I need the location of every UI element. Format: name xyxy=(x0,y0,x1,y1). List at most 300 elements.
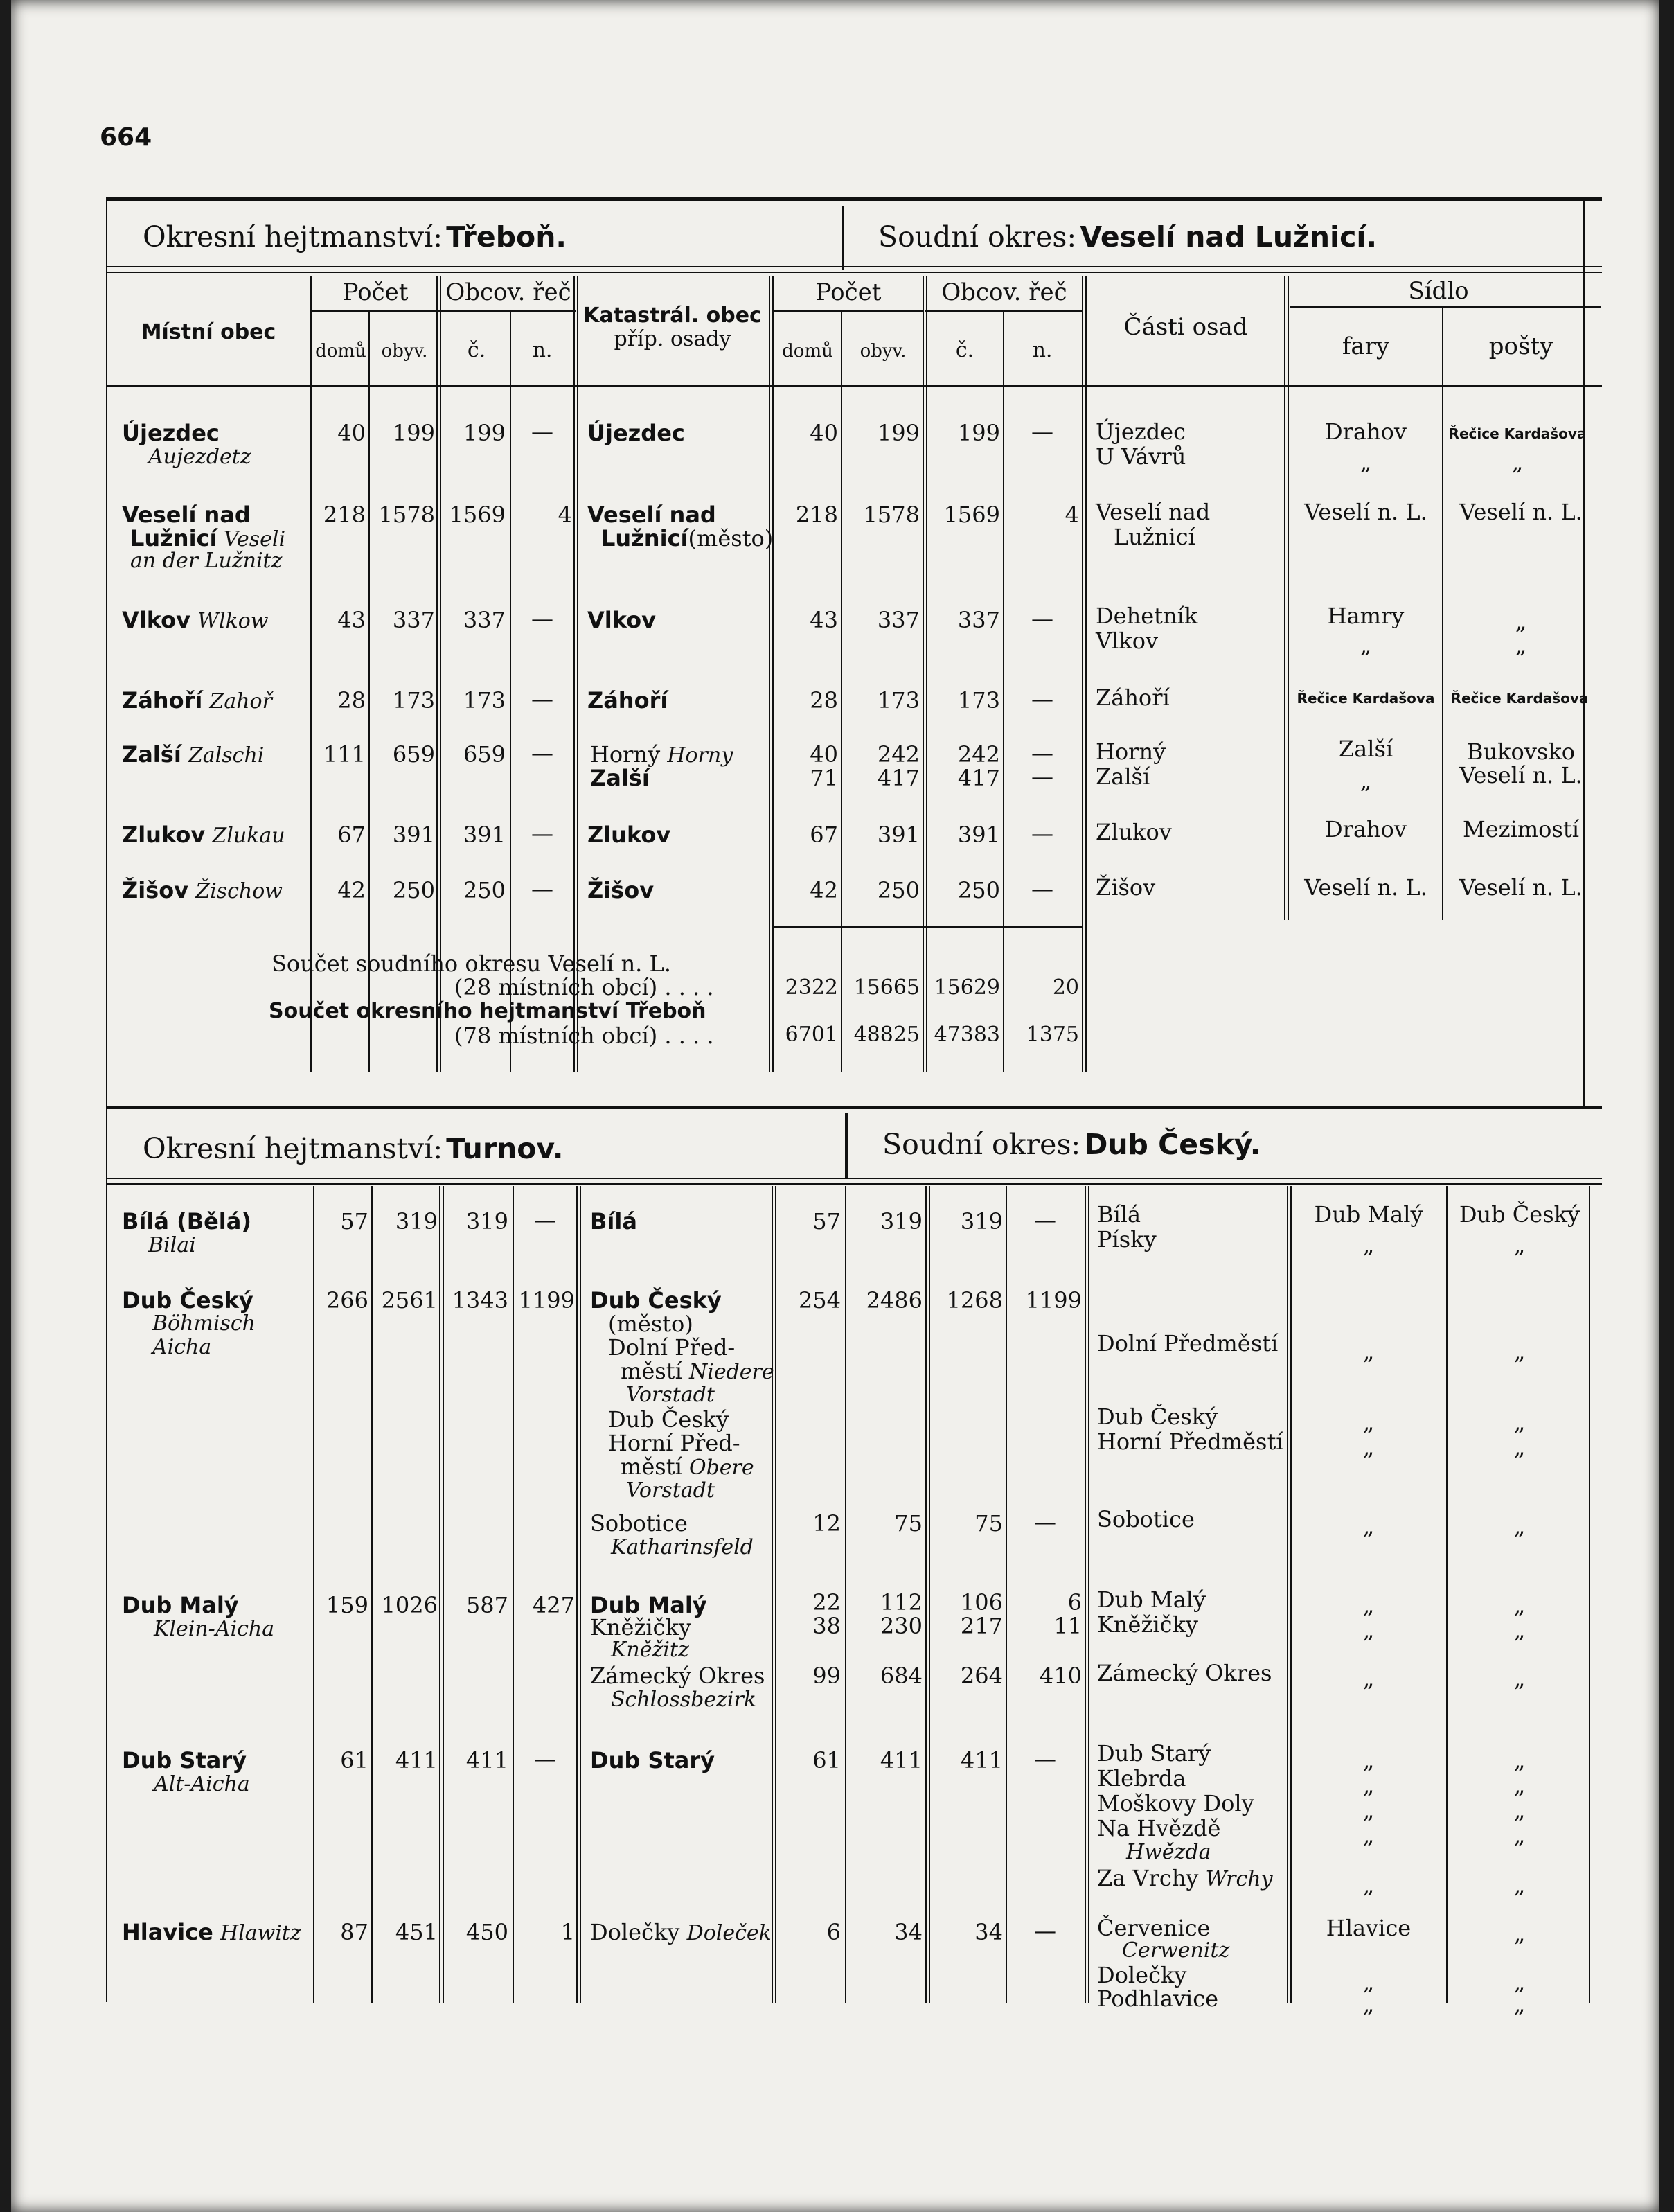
row6-domu: 67 xyxy=(337,822,366,848)
s2-row1-cast: Písky xyxy=(1097,1226,1157,1253)
row7-fara: Veselí n. L. xyxy=(1304,874,1427,901)
s2-row1-posta: Dub Český xyxy=(1459,1201,1580,1228)
s2-row5-obyv: 451 xyxy=(395,1919,438,1945)
row1-posta: „ xyxy=(1511,449,1524,475)
row1-n: — xyxy=(531,418,553,445)
s2-row3-kat3-domu: 99 xyxy=(812,1663,841,1689)
section2-hejt-label: Okresní hejtmanství: xyxy=(143,1132,443,1165)
s2-row4-cast: Klebrda xyxy=(1097,1765,1186,1791)
s2-sub2-l1: Dub Český xyxy=(608,1406,729,1433)
s2-row2-kat-obyv: 2486 xyxy=(866,1287,923,1313)
s2-row5-kat-de: Doleček xyxy=(686,1921,772,1945)
row6-obec xyxy=(122,822,285,848)
row5-kat-c: 417 xyxy=(957,765,1000,791)
s2-row4-posta: „ xyxy=(1513,1797,1526,1823)
s2-row1-obyv: 319 xyxy=(395,1208,438,1235)
s2-row2-c: 1343 xyxy=(452,1287,508,1313)
s2-row1-obec-de: Bilai xyxy=(148,1233,196,1257)
s2-row3-kat2: Kněžičky xyxy=(590,1614,691,1640)
row3-kat-domu: 43 xyxy=(810,607,838,633)
s2-row3-obec-de: Klein-Aicha xyxy=(154,1617,275,1641)
s2-row1-domu: 57 xyxy=(340,1208,368,1235)
vrule xyxy=(576,1186,581,2003)
col-mistni-obec: Místní obec xyxy=(141,320,276,344)
s2-row5-fara: „ xyxy=(1362,1991,1375,2017)
row5-domu: 111 xyxy=(323,741,366,768)
s2-row5-cast: Podhlavice xyxy=(1097,1985,1219,2012)
page-number: 664 xyxy=(100,123,152,152)
s2-row5-domu: 87 xyxy=(340,1919,368,1945)
row6-n: — xyxy=(531,820,553,847)
s2-row3-domu: 159 xyxy=(326,1592,368,1618)
s2-row4-kat: Dub Starý xyxy=(590,1747,715,1773)
row1-posta: Řečice Kardašova xyxy=(1448,425,1587,442)
row1-kat-domu: 40 xyxy=(810,420,838,446)
section2-divider xyxy=(845,1113,848,1179)
col-posty: pošty xyxy=(1488,333,1553,360)
s2-sub2-l3-cz: městí xyxy=(621,1453,682,1480)
s2-row3-cast2: Kněžičky xyxy=(1097,1611,1198,1638)
s2-sub1-posta: „ xyxy=(1513,1338,1526,1365)
row3-n: — xyxy=(531,605,553,632)
row5-kat-c: 242 xyxy=(957,741,1000,768)
s2-row5-cast: Červenice xyxy=(1097,1915,1211,1941)
s2-sub3-obyv: 75 xyxy=(894,1510,923,1537)
s2-row4-n: — xyxy=(534,1746,556,1772)
totals-okres-label-2: (28 místních obcí) . . . . xyxy=(454,974,714,1000)
s2-row5-kat-obyv: 34 xyxy=(894,1919,923,1945)
totals-okres-domu: 2322 xyxy=(785,975,838,1000)
s2-row5-c: 450 xyxy=(465,1919,508,1945)
row6-kat: Zlukov xyxy=(587,822,671,848)
row2-kat-obyv: 1578 xyxy=(863,502,920,528)
row4-kat-domu: 28 xyxy=(810,687,838,714)
s2-row4-kat-n: — xyxy=(1034,1746,1056,1772)
row1-domu: 40 xyxy=(337,420,366,446)
s2-row4-cast: Moškovy Doly xyxy=(1097,1790,1254,1816)
row5-kat-domu: 71 xyxy=(810,765,838,791)
s2-row3-cast3: Zámecký Okres xyxy=(1097,1660,1272,1686)
s2-row2-kat: Dub Český xyxy=(590,1287,722,1313)
vrule xyxy=(923,276,927,1072)
s2-sub1-cast: Dolní Předměstí xyxy=(1097,1330,1279,1356)
section1-divider xyxy=(842,206,844,270)
col-pocet-2: Počet xyxy=(815,278,882,306)
page xyxy=(11,0,1659,2212)
row7-obec xyxy=(122,877,283,903)
row7-kat-n: — xyxy=(1031,876,1053,902)
s2-row1-kat-obyv: 319 xyxy=(880,1208,923,1235)
s2-row5-kat-c: 34 xyxy=(974,1919,1003,1945)
row2-posta: Veselí n. L. xyxy=(1459,499,1583,525)
row2-kat-a: Veselí nad xyxy=(587,502,716,528)
s2-row4-cast-last xyxy=(1097,1865,1273,1891)
row1-obec: Újezdec xyxy=(122,420,220,446)
section2-top-rule xyxy=(106,1106,1602,1109)
vrule xyxy=(371,1186,373,2003)
row3-obec-de: Wlkow xyxy=(197,609,269,633)
s2-row4-fara: „ xyxy=(1362,1747,1375,1773)
totals-okres-n: 20 xyxy=(1052,975,1079,1000)
row3-kat-obyv: 337 xyxy=(877,607,920,633)
vrule xyxy=(1085,1186,1089,2003)
row6-posta: Mezimostí xyxy=(1463,816,1579,842)
s2-sub2-posta: „ xyxy=(1513,1409,1526,1435)
s2-sub3-fara: „ xyxy=(1362,1513,1375,1539)
s2-row4-cast: Na Hvězdě xyxy=(1097,1815,1221,1841)
s2-row5-obec xyxy=(122,1919,301,1945)
row3-posta: „ xyxy=(1515,632,1527,658)
row3-fara: Hamry xyxy=(1327,603,1405,629)
row4-obec xyxy=(122,687,272,714)
row7-obyv: 250 xyxy=(392,877,435,903)
s2-row3-n: 427 xyxy=(532,1592,575,1618)
vrule xyxy=(1287,1186,1292,2003)
row1-cast: Újezdec xyxy=(1096,418,1186,445)
s2-row1-cast: Bílá xyxy=(1097,1201,1141,1228)
vrule xyxy=(1442,306,1443,920)
row4-kat: Záhoří xyxy=(587,687,668,714)
s2-row1-obec: Bílá (Bělá) xyxy=(122,1208,251,1235)
s2-row3-kat3-obyv: 684 xyxy=(880,1663,923,1689)
col-casti-osad: Části osad xyxy=(1123,313,1248,341)
s2-row3-obyv: 1026 xyxy=(381,1592,438,1618)
row7-kat-domu: 42 xyxy=(810,877,838,903)
totals-rule xyxy=(773,926,1083,928)
s2-row1-kat-domu: 57 xyxy=(812,1208,841,1235)
row5-posta: Veselí n. L. xyxy=(1459,762,1583,788)
s2-row3-kat1-domu: 22 xyxy=(812,1589,841,1616)
row1-kat-n: — xyxy=(1031,418,1053,445)
col-domu-2: domů xyxy=(782,341,833,362)
s2-row4-kat-c: 411 xyxy=(960,1747,1003,1773)
s2-row5-kat-cz: Dolečky xyxy=(590,1919,680,1945)
row3-obec-cz: Vlkov xyxy=(122,607,190,633)
totals-hejt-label-1: Součet okresního hejtmanství Třeboň xyxy=(269,999,706,1023)
totals-hejt-domu: 6701 xyxy=(785,1023,838,1047)
row3-cast: Vlkov xyxy=(1096,628,1159,654)
row5-c: 659 xyxy=(463,741,506,768)
row1-fara: „ xyxy=(1360,449,1372,475)
row3-kat: Vlkov xyxy=(587,607,656,633)
row6-cast: Zlukov xyxy=(1096,819,1172,845)
row5-kat-n: — xyxy=(1031,740,1053,766)
row5-n: — xyxy=(531,740,553,766)
vrule xyxy=(1082,276,1087,1072)
s2-sub3-l1: Sobotice xyxy=(590,1510,688,1537)
col-domu-1: domů xyxy=(315,341,366,362)
col-n-1: n. xyxy=(532,338,553,362)
hrule xyxy=(312,310,443,312)
hrule xyxy=(440,310,576,312)
s2-row5-kat-domu: 6 xyxy=(826,1919,841,1945)
s2-row3-kat2-obyv: 230 xyxy=(880,1613,923,1639)
totals-okres-label-1: Součet soudního okresu Veselí n. L. xyxy=(271,950,671,977)
row3-posta: „ xyxy=(1515,608,1527,635)
header-bottom-rule xyxy=(106,385,1602,387)
s2-row5-fara: „ xyxy=(1362,1969,1375,1995)
row4-posta: Řečice Kardašova xyxy=(1450,690,1589,707)
s2-sub2-cast: Dub Český xyxy=(1097,1404,1218,1430)
s2-row4-kat-domu: 61 xyxy=(812,1747,841,1773)
s2-row1-n: — xyxy=(534,1207,556,1233)
s2-row5-posta: „ xyxy=(1513,1920,1526,1947)
row5-kat-horny xyxy=(590,741,733,768)
col-obyv-1: obyv. xyxy=(381,341,428,362)
s2-row4-domu: 61 xyxy=(340,1747,368,1773)
totals-hejt-obyv: 48825 xyxy=(853,1023,920,1047)
s2-sub1-de: Vorstadt xyxy=(626,1383,715,1407)
row6-kat-domu: 67 xyxy=(810,822,838,848)
s2-row4-posta: „ xyxy=(1513,1747,1526,1773)
s2-row4-posta: „ xyxy=(1513,1822,1526,1848)
s2-row3-kat1-n: 6 xyxy=(1067,1589,1082,1616)
s2-row4-cast-zavrchy-de: Wrchy xyxy=(1205,1867,1273,1891)
s2-row4-cast-zavrchy: Za Vrchy xyxy=(1097,1865,1199,1891)
row5-kat-obyv: 417 xyxy=(877,765,920,791)
s2-sub1-l2-cz: městí xyxy=(621,1358,682,1384)
s2-row3-cast1: Dub Malý xyxy=(1097,1586,1206,1613)
row4-kat-n: — xyxy=(1031,686,1053,712)
row5-kat-domu: 40 xyxy=(810,741,838,768)
row5-kat-zalsi: Zalší xyxy=(590,765,650,791)
row3-domu: 43 xyxy=(337,607,366,633)
row1-obec-de: Aujezdetz xyxy=(148,445,251,469)
row4-cast: Záhoří xyxy=(1096,684,1170,711)
s2-row3-kat2-de: Kněžitz xyxy=(611,1638,689,1662)
vrule xyxy=(1284,276,1289,920)
row2-c: 1569 xyxy=(449,502,506,528)
section2-rule-b xyxy=(106,1183,1602,1185)
row2-kat-c: 1569 xyxy=(943,502,1000,528)
row5-cast: Horný xyxy=(1096,738,1166,765)
s2-row2-obec-de: Böhmisch Aicha xyxy=(152,1311,256,1359)
totals-hejt-c: 47383 xyxy=(934,1023,1000,1047)
row6-kat-n: — xyxy=(1031,820,1053,847)
row5-kat-n: — xyxy=(1031,763,1053,790)
row3-obec xyxy=(122,607,269,633)
hrule xyxy=(1290,306,1601,308)
row6-obec-cz: Zlukov xyxy=(122,822,206,848)
row1-fara: Drahov xyxy=(1325,418,1407,445)
s2-row3-posta1: „ xyxy=(1513,1592,1526,1618)
s2-row1-fara: „ xyxy=(1362,1232,1375,1258)
row6-obyv: 391 xyxy=(392,822,435,848)
totals-hejt-label-2: (78 místních obcí) . . . . xyxy=(454,1023,714,1049)
row7-obec-cz: Žišov xyxy=(122,877,189,903)
s2-row1-posta: „ xyxy=(1513,1232,1526,1258)
row2-kat-domu: 218 xyxy=(795,502,838,528)
section1-okres xyxy=(878,220,1377,254)
vrule xyxy=(769,276,774,1072)
section1-hejt-name: Třeboň. xyxy=(446,220,567,254)
row1-kat-c: 199 xyxy=(957,420,1000,446)
left-rule xyxy=(106,201,107,2002)
s2-row4-obec-de: Alt-Aicha xyxy=(154,1772,250,1796)
row7-domu: 42 xyxy=(337,877,366,903)
row2-fara: Veselí n. L. xyxy=(1304,499,1427,525)
row7-cast: Žišov xyxy=(1096,874,1156,901)
s2-sub2-fara: „ xyxy=(1362,1409,1375,1435)
row4-obec-cz: Záhoří xyxy=(122,687,203,714)
s2-row3-posta3: „ xyxy=(1513,1665,1526,1692)
row2-obyv: 1578 xyxy=(378,502,435,528)
s2-row4-cast: Dub Starý xyxy=(1097,1740,1211,1767)
s2-row2-n: 1199 xyxy=(518,1287,575,1313)
s2-row4-fara: „ xyxy=(1362,1822,1375,1848)
s2-sub2-posta: „ xyxy=(1513,1434,1526,1460)
s2-row3-fara1: „ xyxy=(1362,1592,1375,1618)
s2-sub1-l1: Dolní Před- xyxy=(608,1334,736,1361)
s2-row3-kat3-c: 264 xyxy=(960,1663,1003,1689)
row2-kat-b: Lužnicí(město) xyxy=(601,525,774,551)
row4-kat-c: 173 xyxy=(957,687,1000,714)
s2-row3-fara2: „ xyxy=(1362,1617,1375,1643)
row1-c: 199 xyxy=(463,420,506,446)
s2-sub3-cast: Sobotice xyxy=(1097,1506,1195,1532)
vrule xyxy=(439,1186,444,2003)
s2-row4-cast-de: Hwězda xyxy=(1126,1840,1211,1864)
row5-obec-de: Zalschi xyxy=(188,743,265,768)
section1-okres-name: Veselí nad Lužnicí. xyxy=(1080,220,1378,254)
row5-fara: „ xyxy=(1360,768,1372,794)
s2-row1-fara: Dub Malý xyxy=(1314,1201,1423,1228)
s2-row3-kat2-c: 217 xyxy=(960,1613,1003,1639)
col-obcov-2: Obcov. řeč xyxy=(941,278,1067,306)
row5-kat-horny-de: Horny xyxy=(667,743,733,768)
s2-row5-posta: „ xyxy=(1513,1991,1526,2017)
s2-row3-kat1-c: 106 xyxy=(960,1589,1003,1616)
s2-row2-kat-domu: 254 xyxy=(798,1287,841,1313)
s2-row3-kat2-n: 11 xyxy=(1053,1613,1082,1639)
row4-n: — xyxy=(531,686,553,712)
s2-row2-domu: 266 xyxy=(326,1287,368,1313)
s2-sub2-l2: Horní Před- xyxy=(608,1430,740,1456)
row4-domu: 28 xyxy=(337,687,366,714)
s2-row5-posta: „ xyxy=(1513,1969,1526,1995)
s2-sub1-l2: městí Niedere xyxy=(621,1358,774,1384)
s2-row1-kat: Bílá xyxy=(590,1208,637,1235)
row7-kat: Žišov xyxy=(587,877,655,903)
row2-kat-n: 4 xyxy=(1065,502,1079,528)
col-c-2: č. xyxy=(955,338,974,362)
row6-fara: Drahov xyxy=(1325,816,1407,842)
row5-obec xyxy=(122,741,264,768)
row5-posta: Bukovsko xyxy=(1467,738,1575,765)
s2-row1-kat-c: 319 xyxy=(960,1208,1003,1235)
s2-sub2-l3: městí Obere xyxy=(621,1453,754,1480)
s2-row4-fara: „ xyxy=(1362,1772,1375,1798)
row3-obyv: 337 xyxy=(392,607,435,633)
col-sidlo: Sídlo xyxy=(1408,277,1469,305)
s2-row4-c: 411 xyxy=(465,1747,508,1773)
s2-row5-kat xyxy=(590,1919,772,1945)
row2-n: 4 xyxy=(558,502,572,528)
s2-row2-kat-c: 1268 xyxy=(946,1287,1003,1313)
row5-kat-horny-cz: Horný xyxy=(590,741,661,768)
col-obyv-2: obyv. xyxy=(860,341,907,362)
col-c-1: č. xyxy=(467,338,486,362)
totals-okres-obyv: 15665 xyxy=(853,975,920,1000)
row7-obec-de: Žischow xyxy=(195,879,283,903)
s2-row5-kat-n: — xyxy=(1034,1918,1056,1944)
row2-cast: Lužnicí xyxy=(1114,524,1195,550)
row6-kat-obyv: 391 xyxy=(877,822,920,848)
row1-obyv: 199 xyxy=(392,420,435,446)
row4-c: 173 xyxy=(463,687,506,714)
row3-kat-n: — xyxy=(1031,605,1053,632)
row1-cast: U Vávrů xyxy=(1096,443,1186,470)
s2-sub3-c: 75 xyxy=(974,1510,1003,1537)
row2-domu: 218 xyxy=(323,502,366,528)
section1-hejt-label: Okresní hejtmanství: xyxy=(143,220,443,254)
section2-okres-name: Dub Český. xyxy=(1084,1128,1261,1161)
s2-row4-fara: „ xyxy=(1362,1872,1375,1898)
row4-fara: Řečice Kardašova xyxy=(1297,690,1435,707)
s2-sub3-n: — xyxy=(1034,1509,1056,1535)
row3-c: 337 xyxy=(463,607,506,633)
s2-row4-posta: „ xyxy=(1513,1872,1526,1898)
s2-row5-fara: Hlavice xyxy=(1326,1915,1412,1941)
row3-kat-c: 337 xyxy=(957,607,1000,633)
row7-n: — xyxy=(531,876,553,902)
row3-cast: Dehetník xyxy=(1096,603,1198,629)
section2-okres xyxy=(882,1128,1261,1161)
s2-row3-kat3-n: 410 xyxy=(1039,1663,1082,1689)
s2-row4-obec: Dub Starý xyxy=(122,1747,247,1773)
s2-row3-kat2-domu: 38 xyxy=(812,1613,841,1639)
col-fary: fary xyxy=(1342,333,1390,360)
row5-obec-cz: Zalší xyxy=(122,741,181,768)
col-n-2: n. xyxy=(1032,338,1053,362)
row1-kat-obyv: 199 xyxy=(877,420,920,446)
row7-kat-obyv: 250 xyxy=(877,877,920,903)
s2-row3-kat1: Dub Malý xyxy=(590,1592,707,1618)
top-rule xyxy=(106,197,1602,201)
row7-kat-c: 250 xyxy=(957,877,1000,903)
totals-okres-c: 15629 xyxy=(934,975,1000,1000)
row3-fara: „ xyxy=(1360,632,1372,658)
col-katastr-2: příp. osady xyxy=(614,327,731,351)
s2-row4-fara: „ xyxy=(1362,1797,1375,1823)
section2-hejt-name: Turnov. xyxy=(446,1132,564,1165)
row4-obyv: 173 xyxy=(392,687,435,714)
s2-sub3-de: Katharinsfeld xyxy=(611,1535,754,1559)
section1-okres-label: Soudní okres: xyxy=(878,220,1077,254)
s2-row3-obec: Dub Malý xyxy=(122,1592,239,1618)
section1-hejtmanstvi xyxy=(143,220,567,254)
s2-row3-kat1-obyv: 112 xyxy=(880,1589,923,1616)
section2-rule-a xyxy=(106,1178,1602,1179)
row4-obec-de: Zahoř xyxy=(209,689,272,714)
s2-row3-fara3: „ xyxy=(1362,1665,1375,1692)
row7-c: 250 xyxy=(463,877,506,903)
hrule xyxy=(772,310,924,312)
s2-sub3-posta: „ xyxy=(1513,1513,1526,1539)
col-katastr-1: Katastrál. obec xyxy=(583,303,762,328)
s2-row4-kat-obyv: 411 xyxy=(880,1747,923,1773)
row2-obec-c: an der Lužnitz xyxy=(130,549,283,573)
s2-row3-c: 587 xyxy=(465,1592,508,1618)
row2-obec-b: Lužnicí Veseli xyxy=(130,525,286,551)
row5-obyv: 659 xyxy=(392,741,435,768)
row2-cast: Veselí nad xyxy=(1096,499,1211,525)
row2-obec-a: Veselí nad xyxy=(122,502,251,528)
vrule xyxy=(1446,1186,1448,2003)
row6-kat-c: 391 xyxy=(957,822,1000,848)
section2-hejtmanstvi xyxy=(143,1132,563,1165)
header-rule-a xyxy=(106,266,1602,267)
